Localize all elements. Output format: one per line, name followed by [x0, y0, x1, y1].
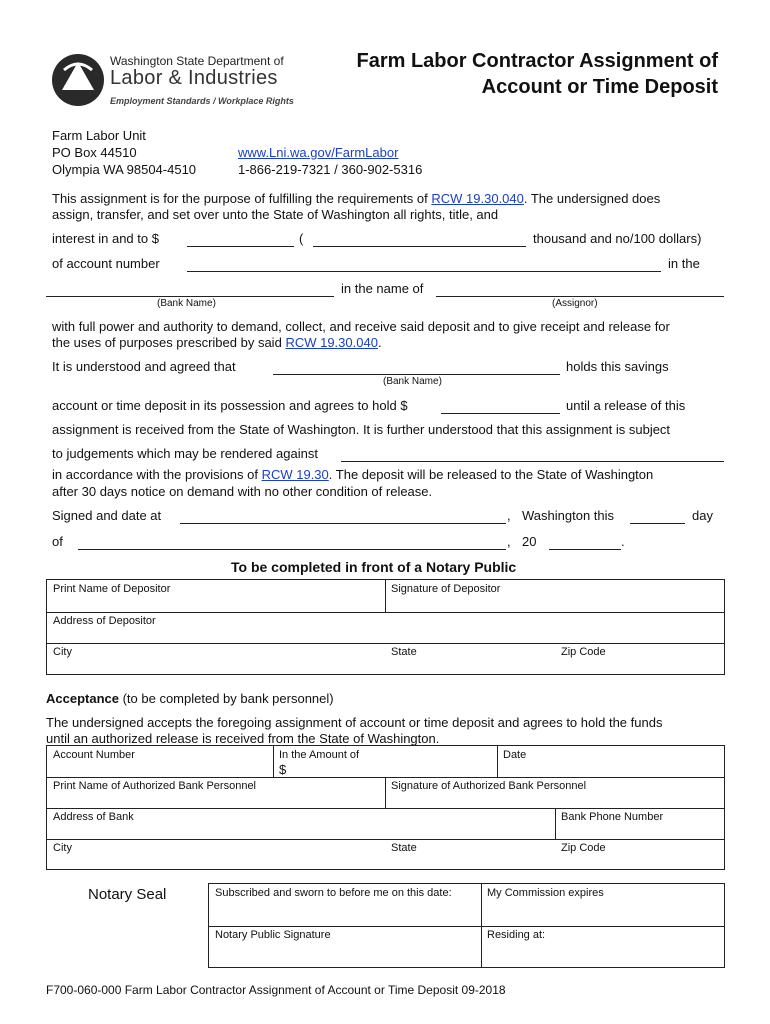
- rcw-link-3[interactable]: RCW 19.30: [261, 467, 329, 482]
- paragraph-1-line2: assign, transfer, and set over unto the State of Washington all rights, title, and: [52, 207, 499, 222]
- account-number-field[interactable]: [187, 271, 661, 272]
- year-field[interactable]: [549, 549, 621, 550]
- depositor-state-label: State: [391, 646, 417, 658]
- in-the-name-of-label: in the name of: [341, 281, 424, 296]
- day-label: day: [692, 508, 713, 523]
- amount-words-field[interactable]: [313, 246, 526, 247]
- print-name-depositor-label: Print Name of Depositor: [53, 583, 171, 595]
- interest-label: interest in and to $: [52, 231, 159, 246]
- address-bank-cell[interactable]: [47, 808, 555, 839]
- paragraph-1-line1: [52, 191, 660, 206]
- bank-name-field-2[interactable]: [273, 374, 560, 375]
- sig-personnel-label: Signature of Authorized Bank Personnel: [391, 780, 587, 792]
- depositor-table: [46, 579, 725, 675]
- signed-label: Signed and date at: [52, 508, 162, 523]
- accordance-text-a: in accordance with the provisions of: [52, 467, 258, 482]
- po-box: PO Box 44510: [52, 145, 137, 160]
- bank-phone-cell[interactable]: [555, 808, 725, 839]
- p1-text-b: . The undersigned does: [523, 191, 661, 206]
- depositor-state-cell[interactable]: [385, 643, 555, 674]
- print-personnel-cell[interactable]: [47, 777, 385, 808]
- print-name-depositor-cell[interactable]: [47, 580, 385, 612]
- commission-label: My Commission expires: [487, 887, 604, 899]
- hold-amount-field[interactable]: [441, 413, 560, 414]
- judgement-party-field[interactable]: [341, 461, 724, 462]
- month-field[interactable]: [78, 549, 506, 550]
- washington-this-label: Washington this: [522, 508, 615, 523]
- judgements-label: to judgements which may be rendered against: [52, 446, 318, 461]
- paragraph-2-line2: [52, 335, 382, 350]
- bank-zip-cell[interactable]: [555, 839, 725, 870]
- acceptance-heading: [46, 691, 334, 706]
- depositor-city-cell[interactable]: [47, 643, 385, 674]
- bank-city-label: City: [53, 842, 72, 854]
- assignment-received-text: assignment is received from the State of Washington. It is further understood that this assignment is subject: [52, 422, 671, 437]
- phone-numbers: 1-866-219-7321 / 360-902-5316: [238, 162, 423, 177]
- acceptance-text-2: until an authorized release is received from the State of Washington.: [46, 731, 440, 746]
- residing-label: Residing at:: [487, 929, 546, 941]
- subscribed-cell[interactable]: [209, 884, 481, 926]
- account-number-cell-label: Account Number: [53, 749, 135, 761]
- depositor-city-label: City: [53, 646, 72, 658]
- depositor-zip-label: Zip Code: [561, 646, 606, 658]
- amount-cell[interactable]: [273, 746, 497, 777]
- account-number-label: of account number: [52, 256, 160, 271]
- p2-text: the uses of purposes prescribed by said: [52, 335, 282, 350]
- paren-open: (: [299, 231, 304, 246]
- depositor-zip-cell[interactable]: [555, 643, 725, 674]
- commission-cell[interactable]: [481, 884, 724, 926]
- notary-table: [208, 883, 725, 968]
- date-cell-label: Date: [503, 749, 527, 761]
- in-the-label: in the: [668, 256, 700, 271]
- acceptance-text-1: The undersigned accepts the foregoing assignment of account or time deposit and agrees to hold the funds: [46, 715, 663, 730]
- address-depositor-cell[interactable]: [47, 612, 725, 643]
- p2-end: .: [377, 335, 382, 350]
- website-link[interactable]: www.Lni.wa.gov/FarmLabor: [238, 145, 399, 160]
- subscribed-label: Subscribed and sworn to before me on this date:: [215, 887, 452, 899]
- lni-logo: [50, 48, 294, 118]
- account-number-cell[interactable]: [47, 746, 273, 777]
- comma-1: ,: [507, 508, 511, 523]
- notary-heading: To be completed in front of a Notary Public: [231, 559, 517, 575]
- comma-2: ,: [507, 534, 511, 549]
- logo-tagline: Employment Standards / Workplace Rights: [110, 96, 294, 106]
- bank-state-label: State: [391, 842, 417, 854]
- sig-personnel-cell[interactable]: [385, 777, 725, 808]
- notary-seal-label: Notary Seal: [88, 886, 167, 903]
- assignor-field[interactable]: [436, 296, 724, 297]
- until-release-label: until a release of this: [566, 398, 686, 413]
- acceptance-heading-rest: (to be completed by bank personnel): [118, 691, 334, 706]
- lni-logo-mark-icon: [50, 52, 106, 108]
- accordance-text-b: . The deposit will be released to the State of Washington: [328, 467, 654, 482]
- date-cell[interactable]: [497, 746, 725, 777]
- bank-name-caption-2: (Bank Name): [383, 376, 442, 387]
- understood-label: It is understood and agreed that: [52, 359, 236, 374]
- city-address: Olympia WA 98504-4510: [52, 162, 197, 177]
- print-personnel-label: Print Name of Authorized Bank Personnel: [53, 780, 257, 792]
- bank-name-field[interactable]: [46, 296, 334, 297]
- assignor-caption: (Assignor): [552, 298, 598, 309]
- residing-cell[interactable]: [481, 926, 724, 967]
- amount-cell-label: In the Amount of: [279, 749, 360, 761]
- unit-name: Farm Labor Unit: [52, 128, 146, 143]
- acceptance-heading-bold: Acceptance: [46, 691, 119, 706]
- signature-depositor-cell[interactable]: [385, 580, 725, 612]
- holds-label: holds this savings: [566, 359, 669, 374]
- day-field[interactable]: [630, 523, 685, 524]
- bank-phone-label: Bank Phone Number: [561, 811, 664, 823]
- year-prefix: 20: [522, 534, 537, 549]
- notary-signature-label: Notary Public Signature: [215, 929, 331, 941]
- thousand-label: thousand and no/100 dollars): [533, 231, 702, 246]
- page-title-line2: Account or Time Deposit: [481, 76, 718, 98]
- paragraph-2-line1: with full power and authority to demand, collect, and receive said deposit and to give receipt and release for: [52, 319, 670, 334]
- p1-text-a: This assignment is for the purpose of fulfilling the requirements of: [52, 191, 428, 206]
- address-depositor-label: Address of Depositor: [53, 615, 156, 627]
- signature-depositor-label: Signature of Depositor: [391, 583, 501, 595]
- of-label: of: [52, 534, 63, 549]
- form-footer: F700-060-000 Farm Labor Contractor Assignment of Account or Time Deposit 09-2018: [46, 983, 506, 997]
- dollar-sign: $: [279, 762, 287, 777]
- account-time-label: account or time deposit in its possession and agrees to hold $: [52, 398, 408, 413]
- signed-location-field[interactable]: [180, 523, 506, 524]
- bank-table: [46, 745, 725, 870]
- bank-name-caption: (Bank Name): [157, 298, 216, 309]
- accordance-line: [52, 467, 653, 482]
- notary-signature-cell[interactable]: [209, 926, 481, 967]
- rcw-link-1[interactable]: RCW 19.30.040: [431, 191, 524, 206]
- logo-line1: Washington State Department of: [110, 54, 284, 68]
- after-30-days-text: after 30 days notice on demand with no other condition of release.: [52, 484, 433, 499]
- amount-field[interactable]: [187, 246, 294, 247]
- address-bank-label: Address of Bank: [53, 811, 134, 823]
- period: .: [621, 534, 625, 549]
- logo-line2: Labor & Industries: [110, 67, 278, 89]
- bank-state-cell[interactable]: [385, 839, 555, 870]
- page-title-line1: Farm Labor Contractor Assignment of: [356, 50, 718, 72]
- rcw-link-2[interactable]: RCW 19.30.040: [285, 335, 378, 350]
- bank-city-cell[interactable]: [47, 839, 385, 870]
- bank-zip-label: Zip Code: [561, 842, 606, 854]
